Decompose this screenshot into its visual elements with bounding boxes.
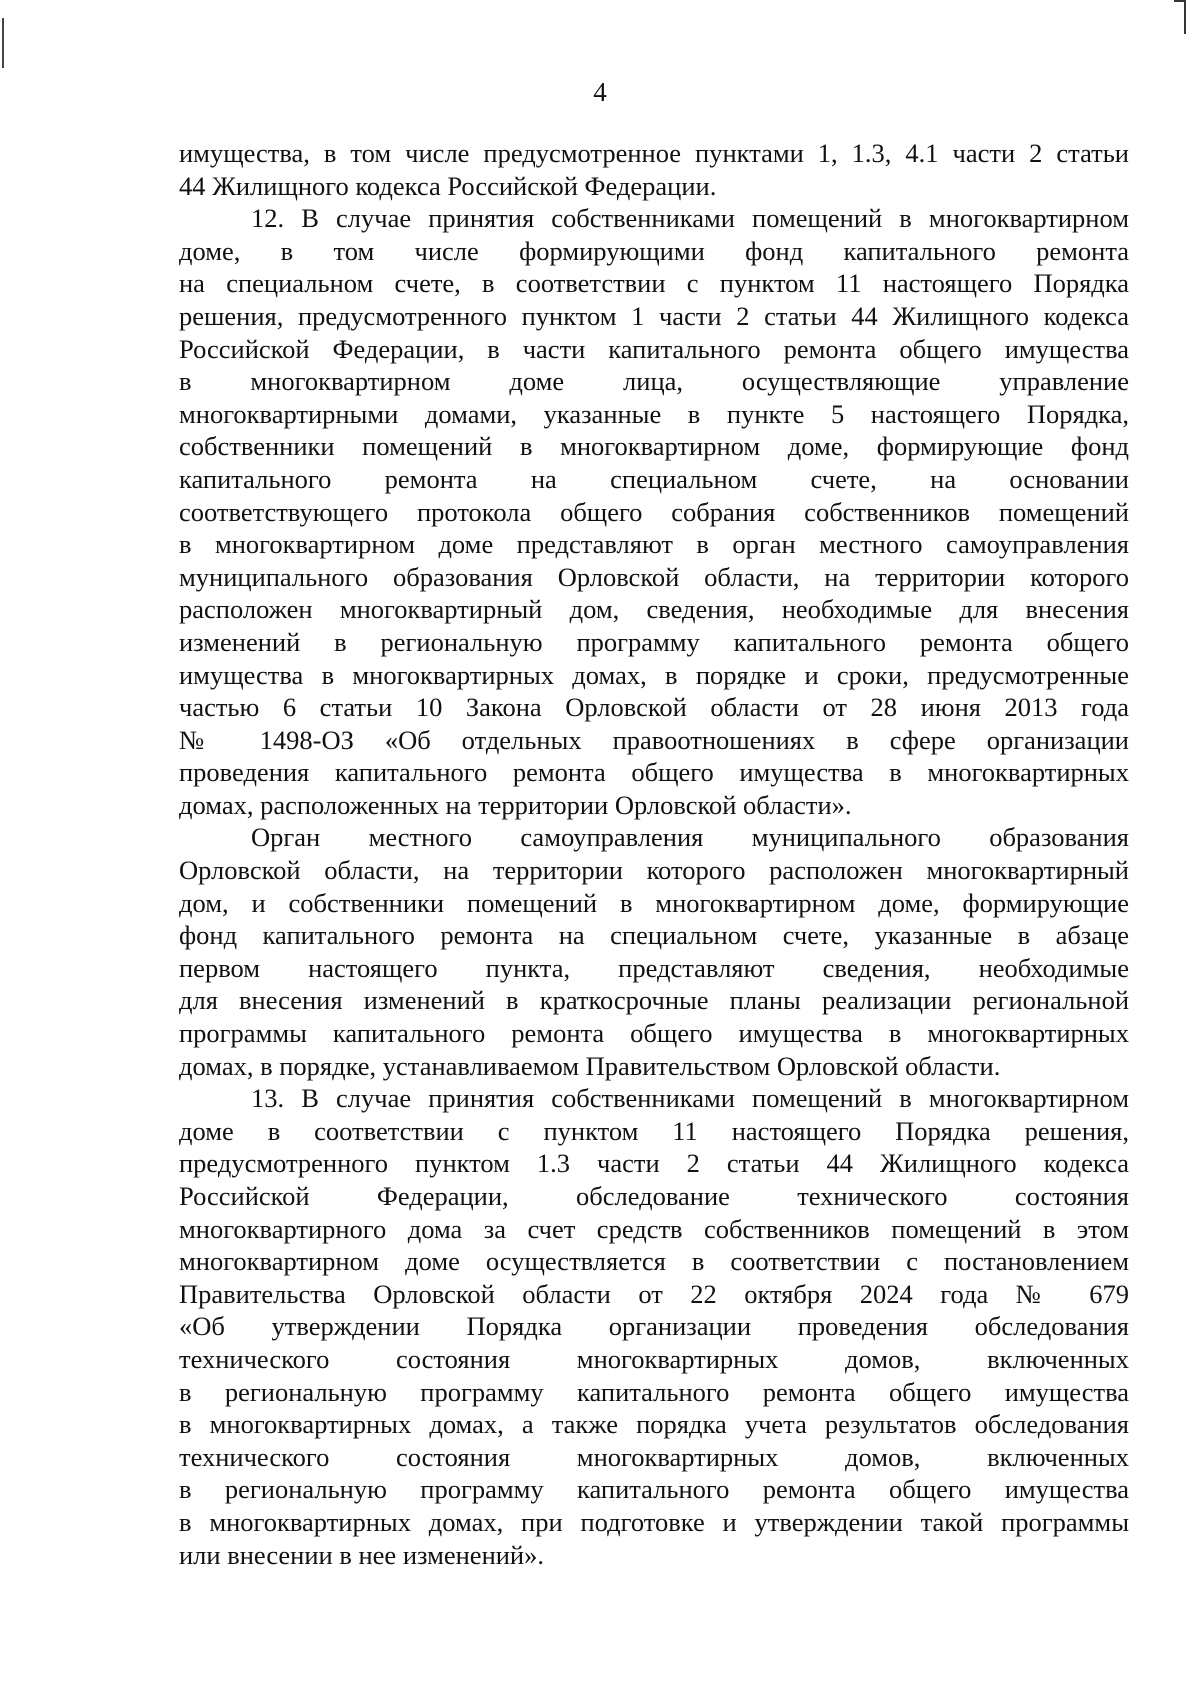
paragraph-continuation <box>179 137 1129 202</box>
text-line: Орловской области, на территории которого расположен многоквартирный <box>179 855 1129 886</box>
text-line: технического состояния многоквартирных домов, включенных <box>179 1441 1129 1472</box>
paragraph-item-12-second <box>179 821 1129 1082</box>
text-line: в многоквартирных домах, при подготовке и утверждении такой программы <box>179 1506 1129 1537</box>
text-line: дом, и собственники помещений в многоквартирном доме, формирующие <box>179 887 1129 918</box>
paragraph-item-12 <box>179 202 1129 821</box>
text-line: доме в соответствии с пунктом 11 настоящего Порядка решения, <box>179 1115 1129 1146</box>
text-line: «Об утверждении Порядка организации проведения обследования <box>179 1311 1129 1342</box>
text-line: в многоквартирном доме представляют в орган местного самоуправления <box>179 529 1129 560</box>
text-line: решения, предусмотренного пунктом 1 части 2 статьи 44 Жилищного кодекса <box>179 300 1129 331</box>
text-line: первом настоящего пункта, представляют сведения, необходимые <box>179 952 1129 983</box>
text-line: или внесении в нее изменений». <box>179 1539 544 1570</box>
text-line: многоквартирного дома за счет средств собственников помещений в этом <box>179 1213 1129 1244</box>
page-number: 4 <box>593 77 607 107</box>
text-line: собственники помещений в многоквартирном доме, формирующие фонд <box>179 431 1129 462</box>
text-line: Российской Федерации, в части капитального ремонта общего имущества <box>179 333 1129 364</box>
text-line: соответствующего протокола общего собрания собственников помещений <box>179 496 1129 527</box>
text-line: проведения капитального ремонта общего имущества в многоквартирных <box>179 757 1129 788</box>
text-line: капитального ремонта на специальном счете, на основании <box>179 463 1129 494</box>
text-line: в многоквартирных домах, а также порядка учета результатов обследования <box>179 1409 1129 1440</box>
text-line: частью 6 статьи 10 Закона Орловской области от 28 июня 2013 года <box>179 692 1129 723</box>
scan-edge-mark-right <box>1184 0 1186 34</box>
text-line: изменений в региональную программу капитального ремонта общего <box>179 626 1129 657</box>
text-line: технического состояния многоквартирных домов, включенных <box>179 1343 1129 1374</box>
text-line: имущества, в том числе предусмотренное пунктами 1, 1.3, 4.1 части 2 статьи <box>179 138 1129 168</box>
text-line: 44 Жилищного кодекса Российской Федерации. <box>179 170 717 201</box>
text-line: на специальном счете, в соответствии с пунктом 11 настоящего Порядка <box>179 268 1129 299</box>
text-line: муниципального образования Орловской области, на территории которого <box>179 561 1129 592</box>
text-line: программы капитального ремонта общего имущества в многоквартирных <box>179 1018 1129 1049</box>
text-line: № 1498-ОЗ «Об отдельных правоотношениях в сфере организации <box>179 724 1129 755</box>
text-line: для внесения изменений в краткосрочные планы реализации региональной <box>179 985 1129 1016</box>
text-line: домах, расположенных на территории Орловской области». <box>179 789 852 820</box>
text-line: Российской Федерации, обследование технического состояния <box>179 1181 1129 1211</box>
text-line: домах, в порядке, устанавливаемом Правительством Орловской области. <box>179 1050 1001 1081</box>
text-line: многоквартирном доме осуществляется в соответствии с постановлением <box>179 1246 1129 1277</box>
document-body <box>179 137 1129 1571</box>
text-line: 12. В случае принятия собственниками помещений в многоквартирном <box>251 203 1129 234</box>
text-line: Правительства Орловской области от 22 октября 2024 года № 679 <box>179 1278 1129 1309</box>
text-line: Орган местного самоуправления муниципального образования <box>251 822 1129 853</box>
text-line: расположен многоквартирный дом, сведения, необходимые для внесения <box>179 594 1129 625</box>
paragraph-item-13 <box>179 1082 1129 1571</box>
text-line: 13. В случае принятия собственниками помещений в многоквартирном <box>251 1083 1129 1114</box>
text-line: доме, в том числе формирующими фонд капитального ремонта <box>179 235 1129 266</box>
text-line: предусмотренного пунктом 1.3 части 2 статьи 44 Жилищного кодекса <box>179 1148 1129 1179</box>
scan-edge-mark-left <box>2 18 4 68</box>
text-line: в региональную программу капитального ремонта общего имущества <box>179 1376 1129 1407</box>
text-line: в многоквартирном доме лица, осуществляющие управление <box>179 366 1129 397</box>
text-line: фонд капитального ремонта на специальном счете, указанные в абзаце <box>179 920 1129 951</box>
text-line: в региональную программу капитального ремонта общего имущества <box>179 1474 1129 1505</box>
text-line: многоквартирными домами, указанные в пункте 5 настоящего Порядка, <box>179 398 1129 429</box>
text-line: имущества в многоквартирных домах, в порядке и сроки, предусмотренные <box>179 659 1129 690</box>
